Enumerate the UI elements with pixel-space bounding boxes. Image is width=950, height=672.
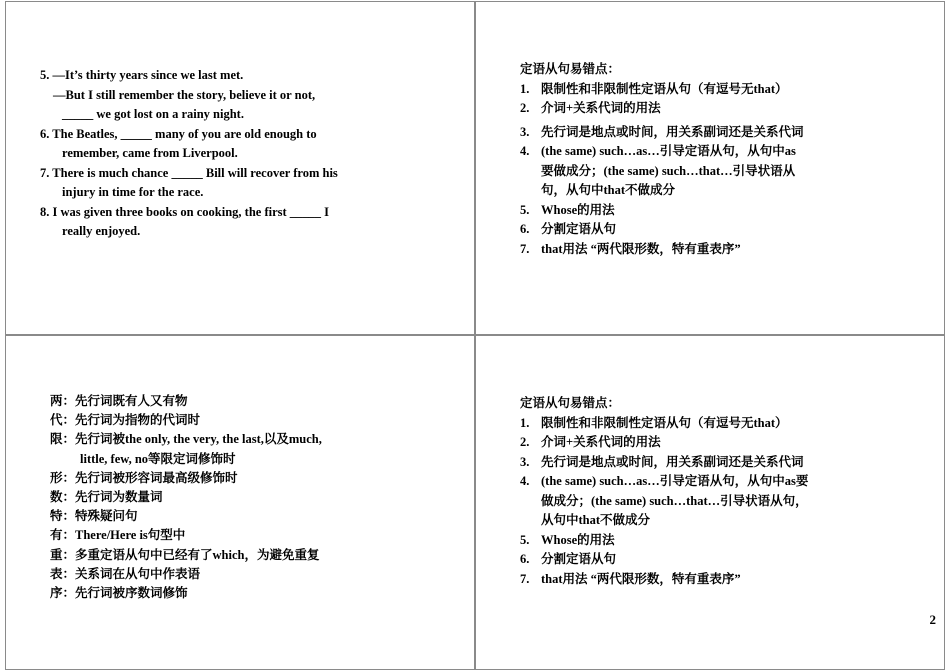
mnemonic-line: 重：多重定语从句中已经有了which，为避免重复 xyxy=(50,547,320,562)
mnemonic-line: 数：先行词为数量词 xyxy=(50,490,163,505)
question-7: 7. There is much chance _____ Bill will recover from his xyxy=(40,165,338,180)
mnemonic-line: 特：特殊疑问句 xyxy=(50,509,138,524)
list-item: 7. that用法 “两代限形数，特有重表序” xyxy=(520,241,741,256)
page-number: 2 xyxy=(929,612,936,627)
slide-questions xyxy=(5,1,475,335)
mnemonic-line: little, few, no等限定词修饰时 xyxy=(80,451,236,466)
slide-mistakes-1 xyxy=(475,1,945,335)
slide-mistakes-2 xyxy=(475,335,945,670)
list-item: 2. 介词+关系代词的用法 xyxy=(520,435,661,449)
question-6: 6. The Beatles, _____ many of you are old enough to xyxy=(40,126,317,141)
mnemonic-line: 形：先行词被形容词最高级修饰时 xyxy=(50,470,238,485)
list-item: 3. 先行词是地点或时间，用关系副词还是关系代词 xyxy=(520,124,804,139)
mnemonic-line: 限：先行词被the only, the very, the last,以及much, xyxy=(50,432,322,447)
mnemonic-line: 序：先行词被序数词修饰 xyxy=(50,586,188,601)
mnemonic-line: 两：先行词既有人又有物 xyxy=(50,394,188,408)
mistakes-list-1 xyxy=(520,60,804,259)
mistakes-heading: 定语从句易错点： xyxy=(520,396,621,410)
list-item: 2. 介词+关系代词的用法 xyxy=(520,101,661,115)
question-8: 8. I was given three books on cooking, the first _____ I xyxy=(40,204,330,219)
mnemonic-list xyxy=(50,392,322,603)
mnemonic-line: 代：先行词为指物的代词时 xyxy=(50,413,201,428)
mnemonic-line: 有：There/Here is句型中 xyxy=(50,528,186,543)
list-item: 7. that用法 “两代限形数，特有重表序” xyxy=(520,571,741,586)
list-item: 3. 先行词是地点或时间，用关系副词还是关系代词 xyxy=(520,454,804,469)
question-8-cont: really enjoyed. xyxy=(62,224,141,238)
list-item: 5. Whose的用法 xyxy=(520,532,615,547)
mistakes-list-2 xyxy=(520,394,808,589)
question-7-cont: injury in time for the race. xyxy=(62,185,204,199)
list-item: 6. 分割定语从句 xyxy=(520,552,617,566)
mnemonic-line: 表：关系词在从句中作表语 xyxy=(50,566,201,581)
mistakes-heading: 定语从句易错点： xyxy=(520,62,621,76)
question-5-blank: _____ we got lost on a rainy night. xyxy=(62,107,244,121)
question-5-reply: —But I still remember the story, believe it or not, xyxy=(53,87,316,102)
question-6-cont: remember, came from Liverpool. xyxy=(62,146,238,160)
list-item: 5. Whose的用法 xyxy=(520,202,615,217)
list-item: 6. 分割定语从句 xyxy=(520,222,617,236)
list-item: 1. 限制性和非限制性定语从句（有逗号无that） xyxy=(520,81,788,96)
slide-mnemonic xyxy=(5,335,475,670)
list-item: 1. 限制性和非限制性定语从句（有逗号无that） xyxy=(520,415,788,430)
question-5: 5. —It’s thirty years since we last met. xyxy=(40,68,244,82)
list-item: 4. (the same) such…as…引导定语从句，从句中as 要做成分；(the same) such…that…引导状语从 句，从句中that不做成分 xyxy=(520,144,796,197)
list-item: 4. (the same) such…as…引导定语从句，从句中as要 做成分；(the same) such…that…引导状语从句， 从句中that不做成分 xyxy=(520,474,809,527)
questions-text xyxy=(40,66,338,242)
